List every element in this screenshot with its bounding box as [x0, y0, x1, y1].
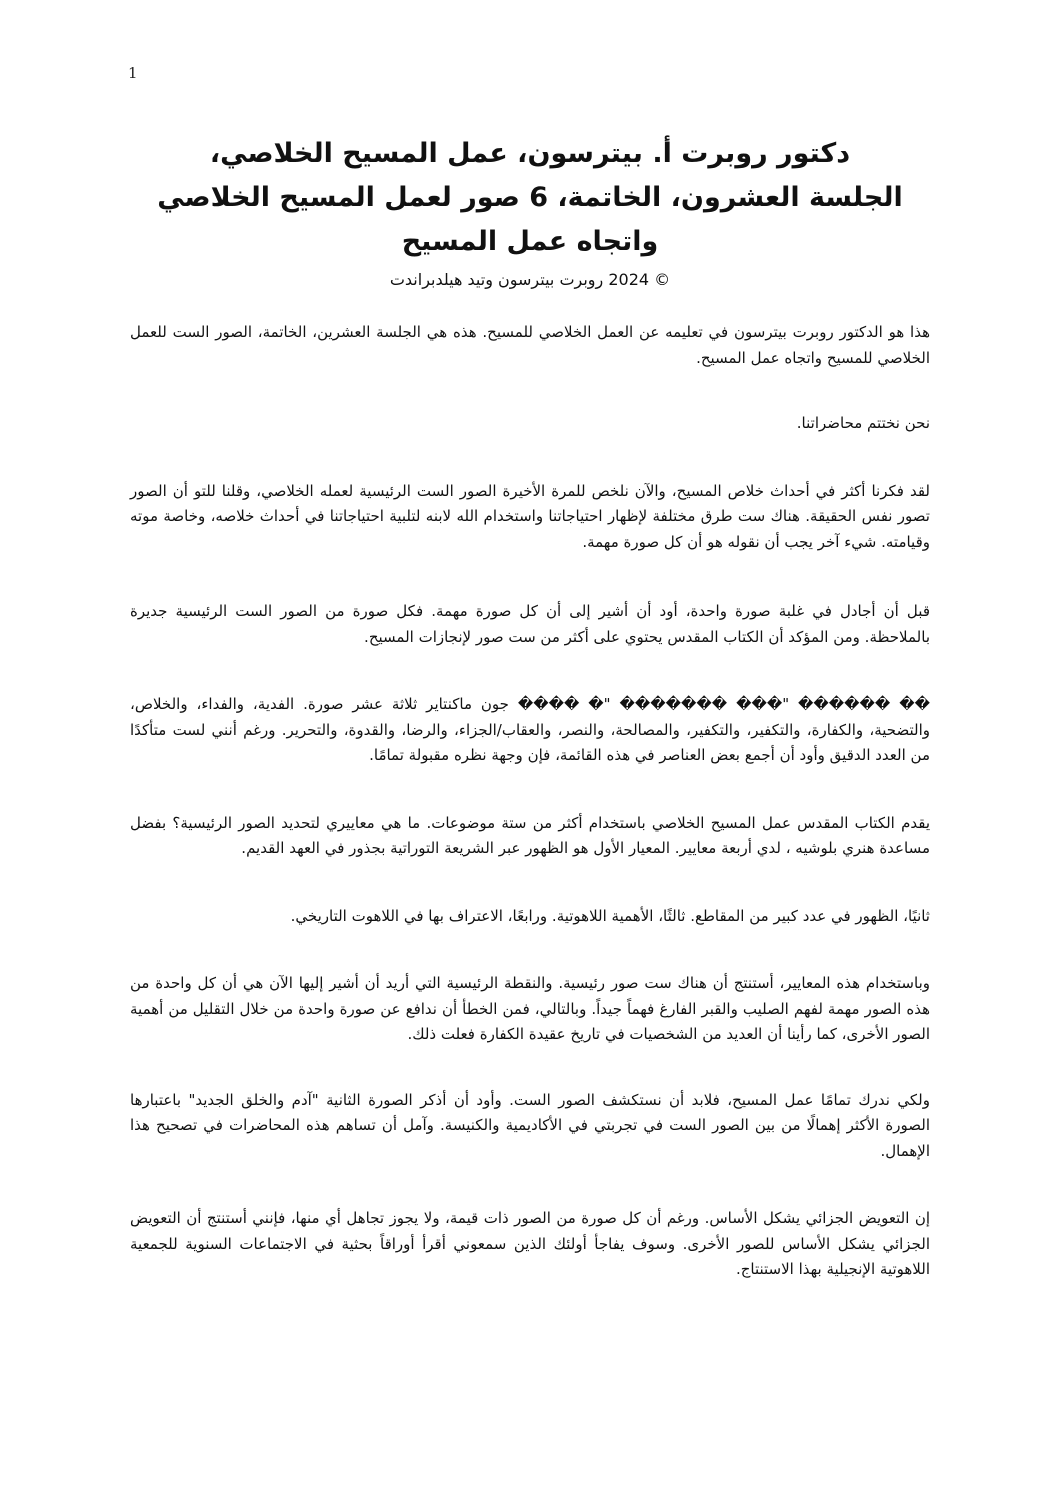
paragraph-six-images: وباستخدام هذه المعايير، أستنتج أن هناك ست صور رئيسية. والنقطة الرئيسية التي أريد أن أشير إليها الآن هي أن كل واحدة من هذه الصور مهمة لفهم الصليب والقبر الفارغ فهماً جيداً. وبالتالي، فمن الخطأ أن ندافع عن صورة واحدة من خلال التقليل من أهمية الصور الأخرى، كما رأينا أن العديد من الشخصيات في تاريخ عقيدة الكفارة فعلت ذلك. — [130, 974, 930, 1043]
page-number: 1 — [128, 64, 138, 82]
paragraph-intro: هذا هو الدكتور روبرت بيترسون في تعليمه عن العمل الخلاصي للمسيح. هذه هي الجلسة العشرين، الخاتمة، الصور الست للعمل الخلاصي للمسيح واتجاه عمل المسيح. — [130, 323, 930, 367]
document-body — [130, 318, 930, 1283]
copyright-line: © 2024 روبرت بيترسون وتيد هيلدبراندت — [389, 270, 671, 289]
paragraph-penal-substitution: إن التعويض الجزائي يشكل الأساس. ورغم أن كل صورة من الصور ذات قيمة، ولا يجوز تجاهل أي منها، فإنني أستنتج أن التعويض الجزائي يشكل الأساس للصور الأخرى. وسوف يفاجأ أولئك الذين سمعوني أقرأ أوراقاً بحثية في الاجتماعات السنوية للجمعية اللاهوتية الإنجيلية بهذا الاستنتاج. — [130, 1209, 930, 1278]
paragraph-criteria: يقدم الكتاب المقدس عمل المسيح الخلاصي باستخدام أكثر من ستة موضوعات. ما هي معاييري لتحديد الصور الرئيسية؟ بفضل مساعدة هنري بلوشيه ، لدي أربعة معايير. المعيار الأول هو الظهور عبر الشريعة التوراتية بجذور في العهد القديم. — [130, 813, 930, 857]
paragraph-mcintyre-images: �� ������ "��� ������� "� ���� جون ماكنتاير ثلاثة عشر صورة. الفدية، والفداء، والخلاص، والتضحية، والكفارة، والتكفير، والتكفير، والمصالحة، والنصر، والعقاب/الجزاء، والرضا، والقدوة، والتحرير. ورغم أنني لست متأكدًا من العدد الدقيق وأود أن أجمع بعض العناصر في هذه القائمة، فإن وجهة نظره مقبولة تمامًا. — [130, 695, 930, 764]
paragraph-each-image-important: قبل أن أجادل في غلبة صورة واحدة، أود أن أشير إلى أن كل صورة مهمة. فكل صورة من الصور الست الرئيسية جديرة بالملاحظة. ومن المؤكد أن الكتاب المقدس يحتوي على أكثر من ست صور لإنجازات المسيح. — [130, 602, 930, 646]
page-title-line-3: واتجاه عمل المسيح — [401, 226, 659, 257]
paragraph-criteria-continued: ثانيًا، الظهور في عدد كبير من المقاطع. ثالثًا، الأهمية اللاهوتية. ورابعًا، الاعتراف بها في اللاهوت التاريخي. — [290, 906, 930, 925]
document-header — [130, 132, 930, 292]
paragraph-adam-new-creation: ولكي ندرك تمامًا عمل المسيح، فلابد أن نستكشف الصور الست. وأود أن أذكر الصورة الثانية "آدم والخلق الجديد" باعتبارها الصورة الأكثر إهمالًا من بين الصور الست في تجربتي في الأكاديمية والكنيسة. وآمل أن تساهم هذه المحاضرات في تصحيح هذا الإهمال. — [130, 1090, 930, 1160]
paragraph-closing-lectures: نحن نختتم محاضراتنا. — [796, 414, 930, 432]
page-title-line-1: دكتور روبرت أ. بيترسون، عمل المسيح الخلاصي، — [209, 138, 851, 169]
paragraph-summary: لقد فكرنا أكثر في أحداث خلاص المسيح، والآن نلخص للمرة الأخيرة الصور الست الرئيسية لعمله الخلاصي، وقلنا للتو أن الصور تصور نفس الحقيقة. هناك ست طرق مختلفة لإظهار احتياجاتنا واستخدام الله لابنه لتلبية احتياجاتنا في أحداث خلاصه، وخاصة موته وقيامته. شيء آخر يجب أن نقوله هو أن كل صورة مهمة. — [130, 481, 930, 551]
page-title-line-2: الجلسة العشرون، الخاتمة، 6 صور لعمل المسيح الخلاصي — [157, 182, 903, 213]
